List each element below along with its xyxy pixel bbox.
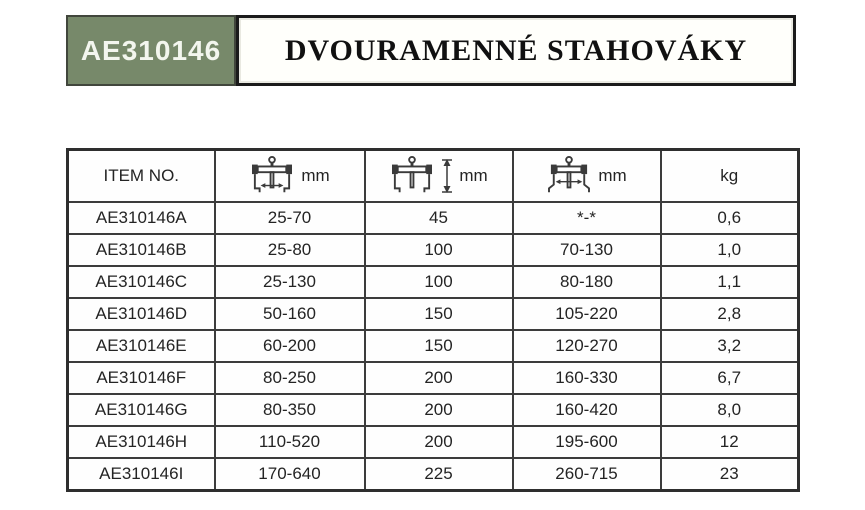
weight-cell: 1,0: [661, 234, 799, 266]
col-span: [215, 150, 365, 203]
table-row: [68, 234, 799, 266]
span-cell: 170-640: [215, 458, 365, 491]
col-weight: [661, 150, 799, 203]
weight-cell: 3,2: [661, 330, 799, 362]
reach-cell: 100: [365, 234, 513, 266]
two-arm-puller-reach-icon: [389, 156, 435, 196]
weight-cell: 12: [661, 426, 799, 458]
two-arm-puller-external-span-icon: [546, 156, 592, 196]
weight-cell: 23: [661, 458, 799, 491]
two-arm-puller-span-icon: [249, 156, 295, 196]
item-no-label: ITEM NO.: [103, 166, 180, 185]
span-cell: 80-250: [215, 362, 365, 394]
table-row: [68, 298, 799, 330]
external-cell: *-*: [513, 202, 661, 234]
reach-cell: 150: [365, 330, 513, 362]
col-reach: [365, 150, 513, 203]
item-no-cell: AE310146H: [68, 426, 215, 458]
reach-cell: 150: [365, 298, 513, 330]
external-cell: 120-270: [513, 330, 661, 362]
table-row: [68, 202, 799, 234]
external-unit-label: mm: [598, 166, 627, 185]
external-cell: 195-600: [513, 426, 661, 458]
item-no-cell: AE310146G: [68, 394, 215, 426]
table-row: [68, 266, 799, 298]
title-box: [236, 15, 796, 86]
external-cell: 80-180: [513, 266, 661, 298]
external-cell: 260-715: [513, 458, 661, 491]
item-no-cell: AE310146F: [68, 362, 215, 394]
spec-table: [66, 148, 800, 492]
span-cell: 25-80: [215, 234, 365, 266]
page-title: DVOURAMENNÉ STAHOVÁKY: [284, 33, 748, 67]
col-external-span: [513, 150, 661, 203]
item-no-cell: AE310146D: [68, 298, 215, 330]
span-cell: 110-520: [215, 426, 365, 458]
weight-cell: 0,6: [661, 202, 799, 234]
external-cell: 160-330: [513, 362, 661, 394]
item-no-cell: AE310146E: [68, 330, 215, 362]
reach-unit-label: mm: [459, 166, 488, 185]
item-code: AE310146: [80, 34, 222, 66]
reach-cell: 200: [365, 394, 513, 426]
vertical-dimension-arrow-icon: [441, 159, 453, 193]
span-cell: 25-130: [215, 266, 365, 298]
span-cell: 50-160: [215, 298, 365, 330]
table-row: [68, 426, 799, 458]
col-item-no: [68, 150, 215, 203]
reach-cell: 200: [365, 426, 513, 458]
table-row: [68, 458, 799, 491]
page-header: [66, 15, 796, 86]
item-no-cell: AE310146I: [68, 458, 215, 491]
reach-cell: 100: [365, 266, 513, 298]
weight-cell: 1,1: [661, 266, 799, 298]
external-cell: 160-420: [513, 394, 661, 426]
reach-cell: 225: [365, 458, 513, 491]
span-cell: 25-70: [215, 202, 365, 234]
item-no-cell: AE310146C: [68, 266, 215, 298]
external-cell: 105-220: [513, 298, 661, 330]
weight-unit-label: kg: [720, 166, 739, 185]
item-code-box: [66, 15, 236, 86]
weight-cell: 2,8: [661, 298, 799, 330]
reach-cell: 45: [365, 202, 513, 234]
item-no-cell: AE310146B: [68, 234, 215, 266]
weight-cell: 6,7: [661, 362, 799, 394]
span-cell: 60-200: [215, 330, 365, 362]
table-row: [68, 362, 799, 394]
item-no-cell: AE310146A: [68, 202, 215, 234]
external-cell: 70-130: [513, 234, 661, 266]
table-row: [68, 394, 799, 426]
weight-cell: 8,0: [661, 394, 799, 426]
span-cell: 80-350: [215, 394, 365, 426]
reach-cell: 200: [365, 362, 513, 394]
span-unit-label: mm: [301, 166, 330, 185]
table-row: [68, 330, 799, 362]
table-header-row: [68, 150, 799, 203]
